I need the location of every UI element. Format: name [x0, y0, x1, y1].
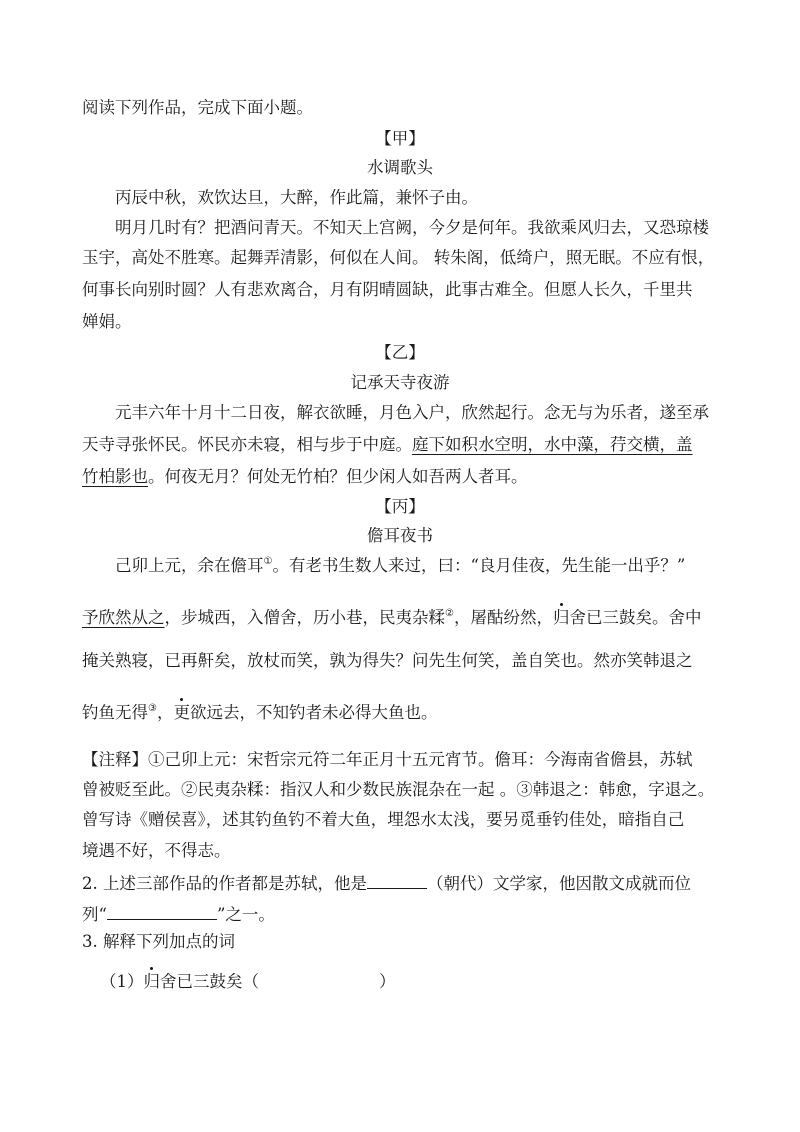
essay-title: 儋耳夜书: [367, 526, 433, 545]
essay-line: 元丰六年十月十二日夜，解衣欲睡，月色入户，欣然起行。念无与为乐者，遂至承: [115, 403, 709, 422]
footnote-marker: ②: [445, 608, 454, 619]
reading-instruction: 阅读下列作品，完成下面小题。: [82, 98, 313, 117]
essay-text: ，: [156, 703, 174, 722]
annotation-line: 【注释】①己卯上元：宋哲宗元符二年正月十五元宵节。儋耳：今海南省儋县，苏轼: [82, 750, 693, 769]
underlined-sentence: 庭下如积水空明，水中藻，荇交横，盖: [412, 435, 693, 454]
question-text: ）: [379, 972, 396, 991]
dotted-character: 归: [143, 972, 160, 991]
essay-text: ，屠酤纷然，: [453, 608, 553, 627]
poem-preface: 丙辰中秋，欢饮达旦，大醉，作此篇，兼怀子由。: [115, 188, 478, 207]
essay-text: 天寺寻张怀民。怀民亦未寝，相与步于中庭。: [82, 435, 412, 454]
question-text: 列“: [82, 905, 107, 924]
essay-text: 。有老书生数人来过，曰：“良月佳夜，先生能一出乎？”: [272, 556, 686, 575]
essay-text: 。何夜无月？何处无竹柏？但少闲人如吾两人者耳。: [148, 467, 528, 486]
essay-text: 舍已三鼓矣。舍中: [569, 608, 702, 627]
question-text: 2. 上述三部作品的作者都是苏轼，他是: [82, 874, 367, 893]
section-marker-yi: 【乙】: [375, 343, 425, 362]
section-marker-jia: 【甲】: [375, 129, 425, 148]
essay-text: 欲远去，不知钓者未必得大鱼也。: [189, 703, 438, 722]
question-3: 3. 解释下列加点的词: [82, 932, 235, 951]
footnote-marker: ③: [148, 703, 157, 714]
question-text: ”之一。: [216, 905, 275, 924]
annotation-line: 曾被贬至此。②民夷杂糅：指汉人和少数民族混杂在一起 。③韩退之：韩愈，字退之。: [82, 780, 715, 799]
poem-line: 何事长向别时圆？人有悲欢离合，月有阴晴圆缺，此事古难全。但愿人长久，千里共: [82, 280, 693, 299]
question-2: [82, 873, 691, 893]
answer-blank[interactable]: [367, 873, 427, 889]
annotation-line: 曾写诗《赠侯喜》，述其钓鱼钓不着大鱼，埋怨水太浅，要另觅垂钓佳处，暗指自己: [82, 810, 685, 829]
section-marker-bing: 【丙】: [375, 497, 425, 516]
essay-text: 钓鱼无得: [82, 703, 148, 722]
question-2-continued: [82, 904, 275, 924]
poem-title: 水调歌头: [367, 158, 433, 177]
essay-line: [82, 705, 437, 722]
poem-line: 婵娟。: [82, 312, 132, 331]
question-text: （1）: [100, 972, 144, 991]
poem-line: 明月几时有？把酒问青天。不知天上宫阙，今夕是何年。我欲乘风归去，又恐琼楼: [115, 218, 709, 237]
question-text: （朝代）文学家，他因散文成就而位: [427, 874, 691, 893]
underlined-sentence: 竹柏影也: [82, 467, 148, 486]
essay-line: [115, 558, 685, 575]
answer-blank[interactable]: [107, 904, 217, 920]
essay-line: [82, 469, 528, 486]
footnote-marker: ①: [263, 556, 273, 567]
underlined-sentence: 予欣然从之: [82, 608, 165, 627]
question-text: 舍已三鼓矣（: [160, 972, 259, 991]
dotted-character: 归: [552, 608, 570, 627]
essay-line: 掩关熟寝，已再鼾矣，放杖而笑，孰为得失？问先生何笑，盖自笑也。然亦笑韩退之: [82, 651, 693, 670]
poem-line: 玉宇，高处不胜寒。起舞弄清影，何似在人间。 转朱阁，低绮户，照无眠。不应有恨，: [82, 248, 715, 267]
essay-line: [82, 610, 701, 627]
dotted-character: 更: [173, 703, 190, 722]
essay-line: [82, 437, 693, 454]
annotation-line: 境遇不好，不得志。: [82, 841, 231, 860]
essay-title: 记承天寺夜游: [350, 373, 450, 392]
essay-text: 己卯上元，余在儋耳: [115, 556, 264, 575]
question-3-item-1: [100, 974, 396, 991]
essay-text: ，步城西，入僧舍，历小巷，民夷杂糅: [164, 608, 445, 627]
